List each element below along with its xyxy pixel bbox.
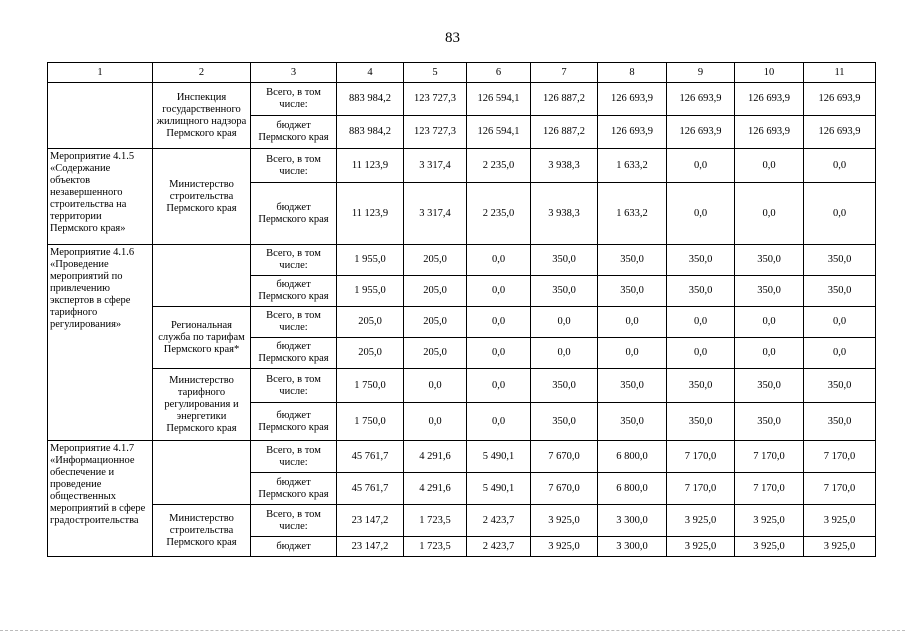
value-cell: 350,0 xyxy=(804,245,876,276)
value-cell: 350,0 xyxy=(531,369,598,403)
header-cell: 10 xyxy=(735,63,804,83)
source-cell: Всего, в том числе: xyxy=(251,307,337,338)
value-cell: 1 633,2 xyxy=(598,183,667,245)
value-cell: 2 235,0 xyxy=(467,149,531,183)
executor-cell: Министерство тарифного регулирования и энергетики Пермского края xyxy=(153,369,251,441)
value-cell: 0,0 xyxy=(667,149,735,183)
value-cell: 0,0 xyxy=(735,307,804,338)
value-cell: 350,0 xyxy=(804,369,876,403)
source-cell: бюджет Пермского края xyxy=(251,338,337,369)
value-cell: 126 594,1 xyxy=(467,83,531,116)
value-cell: 0,0 xyxy=(467,403,531,441)
value-cell: 350,0 xyxy=(735,276,804,307)
value-cell: 2 235,0 xyxy=(467,183,531,245)
value-cell: 5 490,1 xyxy=(467,473,531,505)
page-bottom-rule xyxy=(0,630,905,631)
measure-cell xyxy=(48,83,153,149)
source-cell: Всего, в том числе: xyxy=(251,149,337,183)
value-cell: 7 670,0 xyxy=(531,473,598,505)
budget-table xyxy=(47,62,876,557)
value-cell: 23 147,2 xyxy=(337,537,404,557)
value-cell: 205,0 xyxy=(404,307,467,338)
value-cell: 0,0 xyxy=(667,338,735,369)
value-cell: 45 761,7 xyxy=(337,441,404,473)
value-cell: 126 693,9 xyxy=(667,83,735,116)
source-cell: бюджет Пермского края xyxy=(251,116,337,149)
value-cell: 23 147,2 xyxy=(337,505,404,537)
value-cell: 1 955,0 xyxy=(337,245,404,276)
source-cell: бюджет xyxy=(251,537,337,557)
table-row xyxy=(48,245,876,276)
value-cell: 205,0 xyxy=(404,276,467,307)
value-cell: 123 727,3 xyxy=(404,83,467,116)
value-cell: 1 723,5 xyxy=(404,505,467,537)
source-cell: Всего, в том числе: xyxy=(251,505,337,537)
value-cell: 7 170,0 xyxy=(667,441,735,473)
header-cell: 4 xyxy=(337,63,404,83)
value-cell: 350,0 xyxy=(598,403,667,441)
value-cell: 3 300,0 xyxy=(598,537,667,557)
value-cell: 4 291,6 xyxy=(404,441,467,473)
value-cell: 7 670,0 xyxy=(531,441,598,473)
value-cell: 0,0 xyxy=(804,307,876,338)
value-cell: 0,0 xyxy=(467,307,531,338)
table-row xyxy=(48,369,876,403)
source-cell: бюджет Пермского края xyxy=(251,403,337,441)
table-row xyxy=(48,307,876,338)
value-cell: 0,0 xyxy=(735,149,804,183)
value-cell: 0,0 xyxy=(598,338,667,369)
value-cell: 350,0 xyxy=(667,245,735,276)
header-cell: 11 xyxy=(804,63,876,83)
value-cell: 3 925,0 xyxy=(735,537,804,557)
value-cell: 11 123,9 xyxy=(337,183,404,245)
value-cell: 3 300,0 xyxy=(598,505,667,537)
value-cell: 0,0 xyxy=(531,307,598,338)
value-cell: 3 317,4 xyxy=(404,183,467,245)
value-cell: 126 887,2 xyxy=(531,83,598,116)
value-cell: 7 170,0 xyxy=(735,473,804,505)
source-cell: Всего, в том числе: xyxy=(251,245,337,276)
value-cell: 883 984,2 xyxy=(337,83,404,116)
value-cell: 126 693,9 xyxy=(735,83,804,116)
executor-cell: Министерство строительства Пермского края xyxy=(153,505,251,557)
value-cell: 0,0 xyxy=(467,276,531,307)
value-cell: 205,0 xyxy=(337,307,404,338)
measure-cell: Мероприятие 4.1.7 «Информационное обеспечение и проведение общественных мероприятий в сфере градостроительства xyxy=(48,441,153,557)
header-cell: 5 xyxy=(404,63,467,83)
header-cell: 9 xyxy=(667,63,735,83)
value-cell: 3 925,0 xyxy=(667,505,735,537)
header-cell: 8 xyxy=(598,63,667,83)
value-cell: 1 633,2 xyxy=(598,149,667,183)
value-cell: 7 170,0 xyxy=(667,473,735,505)
value-cell: 205,0 xyxy=(337,338,404,369)
value-cell: 126 693,9 xyxy=(804,83,876,116)
value-cell: 1 750,0 xyxy=(337,403,404,441)
value-cell: 350,0 xyxy=(735,403,804,441)
source-cell: Всего, в том числе: xyxy=(251,83,337,116)
value-cell: 0,0 xyxy=(598,307,667,338)
value-cell: 5 490,1 xyxy=(467,441,531,473)
value-cell: 4 291,6 xyxy=(404,473,467,505)
value-cell: 1 750,0 xyxy=(337,369,404,403)
source-cell: Всего, в том числе: xyxy=(251,369,337,403)
value-cell: 3 925,0 xyxy=(531,537,598,557)
value-cell: 126 693,9 xyxy=(598,83,667,116)
value-cell: 0,0 xyxy=(467,369,531,403)
header-cell: 7 xyxy=(531,63,598,83)
table-row xyxy=(48,83,876,116)
value-cell: 0,0 xyxy=(804,338,876,369)
value-cell: 1 955,0 xyxy=(337,276,404,307)
value-cell: 0,0 xyxy=(804,183,876,245)
measure-cell: Мероприятие 4.1.5 «Содержание объектов незавершенного строительства на территории Пермского края» xyxy=(48,149,153,245)
value-cell: 2 423,7 xyxy=(467,537,531,557)
table-row xyxy=(48,441,876,473)
value-cell: 3 925,0 xyxy=(531,505,598,537)
value-cell: 126 887,2 xyxy=(531,116,598,149)
value-cell: 205,0 xyxy=(404,338,467,369)
value-cell: 350,0 xyxy=(735,369,804,403)
executor-cell: Инспекция государственного жилищного надзора Пермского края xyxy=(153,83,251,149)
value-cell: 350,0 xyxy=(531,276,598,307)
table-row xyxy=(48,505,876,537)
value-cell: 0,0 xyxy=(735,183,804,245)
value-cell: 350,0 xyxy=(531,245,598,276)
value-cell: 350,0 xyxy=(735,245,804,276)
value-cell: 0,0 xyxy=(667,307,735,338)
value-cell: 350,0 xyxy=(531,403,598,441)
header-row xyxy=(48,63,876,83)
value-cell: 7 170,0 xyxy=(804,473,876,505)
value-cell: 1 723,5 xyxy=(404,537,467,557)
page-number: 83 xyxy=(445,30,460,46)
value-cell: 0,0 xyxy=(467,338,531,369)
source-cell: бюджет Пермского края xyxy=(251,183,337,245)
value-cell: 883 984,2 xyxy=(337,116,404,149)
value-cell: 123 727,3 xyxy=(404,116,467,149)
header-cell: 6 xyxy=(467,63,531,83)
value-cell: 3 925,0 xyxy=(735,505,804,537)
value-cell: 2 423,7 xyxy=(467,505,531,537)
value-cell: 126 693,9 xyxy=(667,116,735,149)
value-cell: 6 800,0 xyxy=(598,473,667,505)
value-cell: 3 938,3 xyxy=(531,149,598,183)
executor-cell: Региональная служба по тарифам Пермского края* xyxy=(153,307,251,369)
value-cell: 3 925,0 xyxy=(667,537,735,557)
value-cell: 7 170,0 xyxy=(735,441,804,473)
value-cell: 6 800,0 xyxy=(598,441,667,473)
value-cell: 0,0 xyxy=(735,338,804,369)
value-cell: 350,0 xyxy=(598,276,667,307)
value-cell: 0,0 xyxy=(667,183,735,245)
value-cell: 126 693,9 xyxy=(598,116,667,149)
value-cell: 350,0 xyxy=(667,403,735,441)
value-cell: 350,0 xyxy=(667,369,735,403)
value-cell: 7 170,0 xyxy=(804,441,876,473)
value-cell: 126 693,9 xyxy=(804,116,876,149)
value-cell: 3 925,0 xyxy=(804,537,876,557)
source-cell: бюджет Пермского края xyxy=(251,276,337,307)
value-cell: 45 761,7 xyxy=(337,473,404,505)
measure-cell: Мероприятие 4.1.6 «Проведение мероприятий по привлечению экспертов в сфере тарифного регулирования» xyxy=(48,245,153,441)
value-cell: 0,0 xyxy=(404,369,467,403)
value-cell: 3 925,0 xyxy=(804,505,876,537)
value-cell: 350,0 xyxy=(598,369,667,403)
executor-cell xyxy=(153,245,251,307)
executor-cell xyxy=(153,441,251,505)
value-cell: 3 317,4 xyxy=(404,149,467,183)
value-cell: 0,0 xyxy=(404,403,467,441)
header-cell: 2 xyxy=(153,63,251,83)
value-cell: 350,0 xyxy=(804,403,876,441)
source-cell: бюджет Пермского края xyxy=(251,473,337,505)
value-cell: 126 693,9 xyxy=(735,116,804,149)
executor-cell: Министерство строительства Пермского края xyxy=(153,149,251,245)
value-cell: 0,0 xyxy=(804,149,876,183)
value-cell: 350,0 xyxy=(667,276,735,307)
header-cell: 1 xyxy=(48,63,153,83)
value-cell: 126 594,1 xyxy=(467,116,531,149)
value-cell: 0,0 xyxy=(531,338,598,369)
value-cell: 11 123,9 xyxy=(337,149,404,183)
table-row xyxy=(48,149,876,183)
value-cell: 350,0 xyxy=(598,245,667,276)
value-cell: 3 938,3 xyxy=(531,183,598,245)
source-cell: Всего, в том числе: xyxy=(251,441,337,473)
header-cell: 3 xyxy=(251,63,337,83)
value-cell: 350,0 xyxy=(804,276,876,307)
value-cell: 205,0 xyxy=(404,245,467,276)
value-cell: 0,0 xyxy=(467,245,531,276)
